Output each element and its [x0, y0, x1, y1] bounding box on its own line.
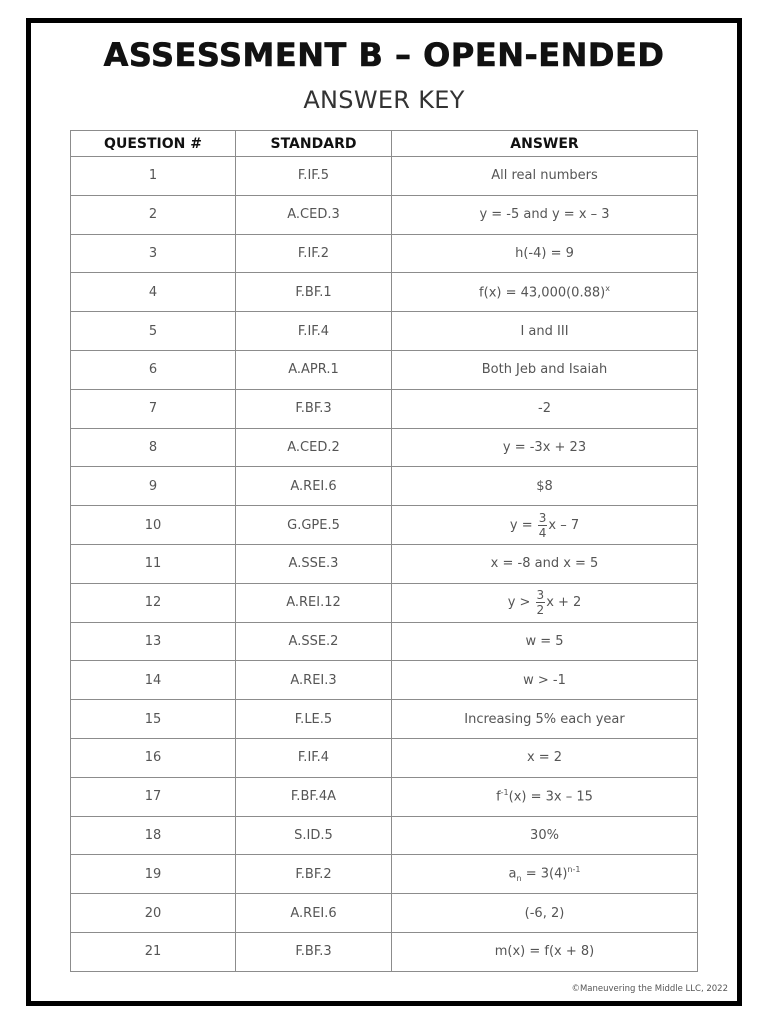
table-row	[71, 700, 698, 739]
question-number: 9	[71, 467, 236, 506]
answer-cell	[392, 777, 698, 816]
fraction-denominator: 2	[536, 603, 545, 618]
answer-cell: (-6, 2)	[392, 894, 698, 933]
table-row	[71, 273, 698, 312]
answer-text: y =	[509, 517, 537, 533]
answer-text: a	[508, 866, 517, 882]
question-number: 18	[71, 816, 236, 855]
answer-text: y >	[507, 595, 535, 611]
answer-cell: 30%	[392, 816, 698, 855]
answer-cell: Increasing 5% each year	[392, 700, 698, 739]
fraction-numerator: 3	[538, 510, 547, 525]
copyright-footer: ©Maneuvering the Middle LLC, 2022	[571, 984, 728, 994]
answer-text: x + 2	[546, 595, 582, 611]
table-row	[71, 389, 698, 428]
answer-cell: I and III	[392, 312, 698, 351]
answer-key-table	[70, 130, 698, 972]
fraction-denominator: 4	[538, 525, 547, 540]
standard-code: G.GPE.5	[236, 506, 392, 545]
standard-code: F.BF.3	[236, 932, 392, 971]
page-title: ASSESSMENT B – OPEN-ENDED	[103, 36, 665, 74]
question-number: 17	[71, 777, 236, 816]
column-header-question: QUESTION #	[71, 131, 236, 157]
answer-cell	[392, 583, 698, 622]
table-row	[71, 195, 698, 234]
answer-superscript: x	[605, 284, 610, 294]
table-row	[71, 622, 698, 661]
standard-code: A.SSE.2	[236, 622, 392, 661]
standard-code: F.LE.5	[236, 700, 392, 739]
answer-superscript: -1	[500, 788, 509, 798]
question-number: 13	[71, 622, 236, 661]
answer-cell: w = 5	[392, 622, 698, 661]
table-row	[71, 816, 698, 855]
table-row	[71, 661, 698, 700]
standard-code: F.IF.5	[236, 157, 392, 196]
answer-text: f	[496, 789, 501, 805]
answer-cell: x = -8 and x = 5	[392, 544, 698, 583]
standard-code: A.CED.3	[236, 195, 392, 234]
standard-code: F.BF.3	[236, 389, 392, 428]
answer-cell: y = -5 and y = x – 3	[392, 195, 698, 234]
table-row	[71, 932, 698, 971]
standard-code: A.REI.6	[236, 894, 392, 933]
answer-subscript: n	[516, 874, 522, 884]
answer-cell: x = 2	[392, 738, 698, 777]
table-row	[71, 583, 698, 622]
table-row	[71, 234, 698, 273]
question-number: 19	[71, 855, 236, 894]
column-header-answer: ANSWER	[392, 131, 698, 157]
standard-code: A.CED.2	[236, 428, 392, 467]
answer-cell: $8	[392, 467, 698, 506]
question-number: 5	[71, 312, 236, 351]
answer-cell: -2	[392, 389, 698, 428]
answer-cell	[392, 506, 698, 545]
question-number: 16	[71, 738, 236, 777]
question-number: 3	[71, 234, 236, 273]
table-row	[71, 894, 698, 933]
answer-cell: y = -3x + 23	[392, 428, 698, 467]
fraction-numerator: 3	[536, 588, 545, 603]
table-row	[71, 467, 698, 506]
question-number: 14	[71, 661, 236, 700]
table-row	[71, 777, 698, 816]
question-number: 7	[71, 389, 236, 428]
answer-superscript: n-1	[567, 865, 581, 875]
standard-code: A.APR.1	[236, 350, 392, 389]
standard-code: A.SSE.3	[236, 544, 392, 583]
answer-cell: m(x) = f(x + 8)	[392, 932, 698, 971]
standard-code: A.REI.3	[236, 661, 392, 700]
answer-text: = 3(4)	[521, 866, 568, 882]
answer-text: (x) = 3x – 15	[508, 789, 593, 805]
question-number: 2	[71, 195, 236, 234]
question-number: 12	[71, 583, 236, 622]
table-row	[71, 350, 698, 389]
answer-cell: h(-4) = 9	[392, 234, 698, 273]
standard-code: F.IF.4	[236, 738, 392, 777]
fraction	[536, 589, 546, 616]
question-number: 6	[71, 350, 236, 389]
table-row	[71, 428, 698, 467]
table-row	[71, 506, 698, 545]
question-number: 21	[71, 932, 236, 971]
answer-cell	[392, 273, 698, 312]
answer-cell: Both Jeb and Isaiah	[392, 350, 698, 389]
table-header-row	[71, 131, 698, 157]
fraction	[538, 512, 548, 539]
table-row	[71, 157, 698, 196]
table-row	[71, 855, 698, 894]
answer-cell: w > -1	[392, 661, 698, 700]
table-row	[71, 544, 698, 583]
question-number: 1	[71, 157, 236, 196]
standard-code: F.IF.2	[236, 234, 392, 273]
answer-cell	[392, 855, 698, 894]
answer-text: x – 7	[548, 517, 580, 533]
question-number: 10	[71, 506, 236, 545]
standard-code: F.BF.2	[236, 855, 392, 894]
answer-text: f(x) = 43,000(0.88)	[479, 285, 606, 301]
standard-code: F.BF.1	[236, 273, 392, 312]
standard-code: F.BF.4A	[236, 777, 392, 816]
question-number: 15	[71, 700, 236, 739]
answer-cell: All real numbers	[392, 157, 698, 196]
table-row	[71, 738, 698, 777]
question-number: 20	[71, 894, 236, 933]
table-row	[71, 312, 698, 351]
column-header-standard: STANDARD	[236, 131, 392, 157]
standard-code: S.ID.5	[236, 816, 392, 855]
standard-code: F.IF.4	[236, 312, 392, 351]
question-number: 8	[71, 428, 236, 467]
question-number: 11	[71, 544, 236, 583]
standard-code: A.REI.6	[236, 467, 392, 506]
question-number: 4	[71, 273, 236, 312]
standard-code: A.REI.12	[236, 583, 392, 622]
page-subtitle: ANSWER KEY	[303, 86, 465, 114]
